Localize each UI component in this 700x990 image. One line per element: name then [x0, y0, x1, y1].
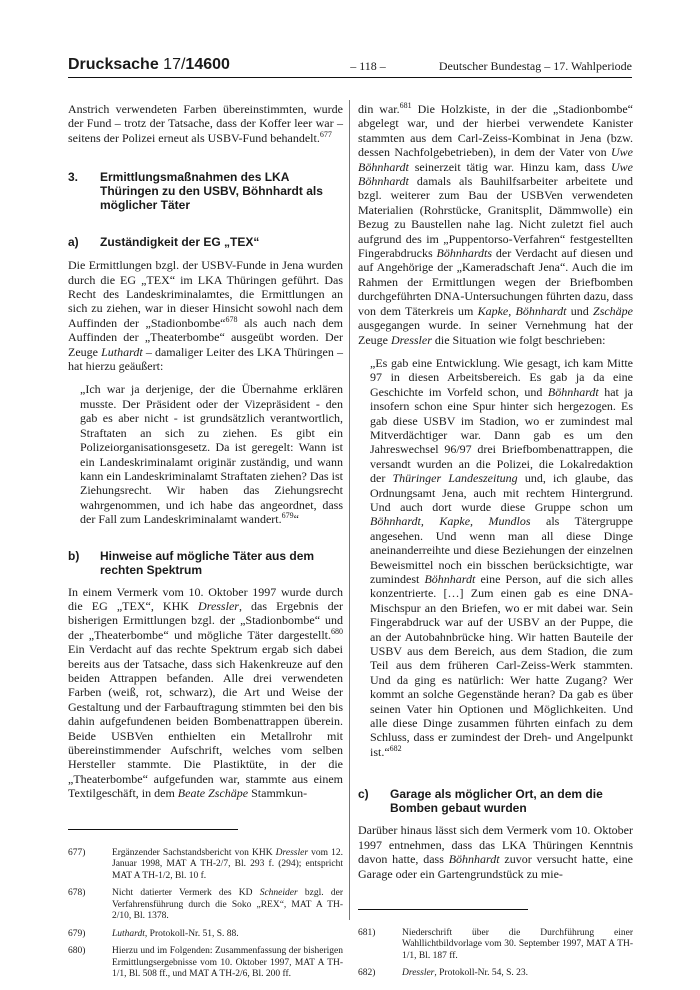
- text-run: und: [566, 303, 594, 318]
- footnote: [68, 946, 343, 981]
- footnote: [68, 929, 343, 941]
- footnote-number: 680): [68, 946, 86, 957]
- header-rule: [68, 77, 632, 78]
- subsection-title: Zuständigkeit der EG „TEX“: [100, 235, 260, 250]
- emphasis-text: Kapke, Böhnhardt: [477, 303, 567, 318]
- subsection-number: a): [68, 235, 79, 250]
- text-run: zuvor versucht hatte, eine Garage oder ein Gartengrundstück zu mie-: [358, 852, 634, 881]
- text-run: din war.: [358, 102, 400, 116]
- footnote: [358, 968, 633, 980]
- text-run: – damaliger Leiter des LKA Thüringen – hat hierzu geäußert:: [68, 344, 344, 374]
- subsection-title: Garage als möglicher Ort, an dem die Bomben gebaut wurden: [390, 787, 603, 816]
- emphasis-text: Dressler: [402, 968, 435, 979]
- paragraph: [68, 585, 343, 801]
- quotation: [68, 382, 343, 526]
- emphasis-text: Schneider: [259, 888, 298, 899]
- footnote: [68, 888, 343, 923]
- footnote-text: Niederschrift über die Durchführung einer Wahllichtbildvorlage vom 30. September 1997, MAT A TH-1/1, Bl. 187 ff.: [402, 927, 633, 961]
- text-run: Die Ermittlungen bzgl. der USBV-Funde in Jena wurden durch die EG „TEX“ im LKA Thüringen geführt. Das Recht des Landeskriminalamtes, die Ermittlungen an sich zu ziehen, war in dieser Hinsicht sowohl nach dem Auffinden der „Stadionbombe“: [68, 258, 343, 330]
- text-run: eine Person, auf die sich alles konzentrierte. […] Zum einen gab es eine DNA-Mischspur an den Briefen, wo er mit dabei war. Sein Fingerabdruck war auf der USBV an der Puppe, die an der Autobahnbrücke hing. Wir hatten Bauteile der USBV aus dem Bereich, aus dem Stadion, die zum Teil aus dem früheren Carl-Zeiss-Werk stammten. Und da ging es natürlich: Wer hatte Zugang? Wer kommt an solche Gegenstände heran? Da gab es über seinen Vater hin Optionen und Möglichkeiten. Und alle diese Dinge zusammen führten einfach zu dem Schluss, dass er zumindest der Dreh- und Angelpunkt ist.“: [370, 572, 633, 759]
- footnote-text: Luthardt, Protokoll-Nr. 51, S. 88.: [112, 928, 239, 939]
- subsection-number: b): [68, 548, 80, 563]
- text-run: die Situation wie folgt beschrieben:: [431, 332, 606, 347]
- emphasis-text: Luthardt: [112, 928, 145, 939]
- emphasis-text: Uwe Böhnhardt: [358, 159, 633, 189]
- right-column: [358, 102, 633, 980]
- text-run: damals als Bauhilfsarbeiter arbeitete und bzgl. weiterer zum Bau der USBVen verwendeten Materialien (Rohrstücke, Granitsplit, Dämmwolle) ein Bezug zu Baustellen nahe lag. Nicht zuletzt fiel auch aufgrund des im „Puppentorso-Verfahren“ festgestellten Fingerabdrucks: [358, 174, 633, 261]
- paragraph: [358, 823, 633, 881]
- footnote: [68, 848, 343, 883]
- footnote-text: Dressler, Protokoll-Nr. 54, S. 23.: [402, 968, 529, 979]
- emphasis-text: Dressler: [275, 847, 309, 858]
- footnotes-left: [68, 848, 343, 981]
- header-publisher: Deutscher Bundestag – 17. Wahlperiode: [438, 59, 632, 73]
- text-run: Stammkun-: [248, 786, 308, 801]
- footnote-number: 679): [68, 928, 86, 939]
- text-run: und, ich glaube, das Ordnungsamt Jena, auch mit rechtem Hintergrund. Und auch dort wurde diese Gruppe schon um: [370, 471, 633, 514]
- footnote-text: Nicht datierter Vermerk des KD Schneider bzgl. der Verfahrensführung durch die Soko „REX“, MAT A TH-2/10, Bl. 1378.: [112, 888, 343, 922]
- text-run: Anstrich verwendeten Farben übereinstimmten, wurde der Fund – trotz der Tatsache, dass der Koffer leer war – seitens der Polizei erneut als USBV-Fund behandelt.: [68, 102, 343, 145]
- subsection-heading-a: [68, 235, 343, 249]
- paragraph: [68, 258, 343, 373]
- text-run: der Verdacht auf diesen und auf Angehörige der „Kameradschaft Jena“. Auch die im Rahmen der Ermittlungen wegen der Briefbomben durchgeführten DNA-Untersuchungen führten dazu, dass von dem Täterkreis um: [358, 246, 633, 318]
- footnote-ref[interactable]: 682: [389, 743, 402, 753]
- document-number: [68, 56, 230, 74]
- emphasis-text: Böhnhardt: [547, 384, 599, 399]
- text-run: Die Holzkiste, in der die „Stadionbombe“ abgelegt war, und der hierbei verwendete Kanister stammten aus dem Carl-Zeiss-Kombinat in Jena (bzw. dessen Nachfolgebetrieben), in dem der Vater von: [358, 102, 633, 160]
- quotation: [358, 356, 633, 759]
- emphasis-text: Zschäpe: [593, 303, 634, 318]
- emphasis-text: Böhnhardt: [424, 572, 476, 586]
- doc-type-label: Drucksache: [68, 56, 159, 73]
- text-run: ausgegangen wurde. In seiner Vernehmung hat der Zeuge: [358, 318, 633, 347]
- page-header: [68, 56, 632, 76]
- column-separator: [349, 100, 350, 920]
- emphasis-text: Böhnhardts: [436, 246, 493, 261]
- footnote-number: 681): [358, 927, 376, 938]
- footnote: [358, 928, 633, 963]
- section-number: 3.: [68, 170, 79, 185]
- text-run: , das Ergebnis der bisherigen Ermittlungen bzgl. der „Stadionbombe“ und der „Theaterbombe“ und mögliche Täter dargestellt.: [68, 598, 343, 642]
- text-run: als Tätergruppe angesehen. Und wenn man all diese Dinge aneinanderreihte und diese Beziehungen der einzelnen Beweismittel noch ein bisschen berücksichtigte, war zumindest: [370, 514, 634, 586]
- text-run: Darüber hinaus lässt sich dem Vermerk vom 10. Oktober 1997 entnehmen, dass das LKA Thüringen Kenntnis davon hatte, dass: [358, 823, 633, 867]
- text-run: Ein Verdacht auf das rechte Spektrum ergab sich dabei bereits aus der Tatsache, dass sich Hakenkreuze auf den beiden Attrappen befanden. Alle drei verwendeten Farben (weiß, rot, schwarz), die Art und Weise der Gestaltung und der Farbauftragung stimmten bei den bis dahin aufgefundenen beiden Bombenattrappen überein. Beide USBVen enthielten ein Metallrohr mit übereinstimmender Aufschrift, welches vom selben Hersteller stammte. Die Plastiktüte, in der die „Theaterbombe“ aufgefunden war, stammte aus einem Textilgeschäft, in dem: [68, 642, 343, 801]
- text-run: „Es gab eine Entwicklung. Wie gesagt, ich kam Mitte 97 in diesen Arbeitsbereich. Es gab ja da eine Geschichte im Vorfeld schon, und: [370, 355, 633, 399]
- person-name: Luthardt: [101, 344, 143, 359]
- subsection-number: c): [358, 787, 369, 802]
- text-run: In einem Vermerk vom 10. Oktober 1997 wurde durch die EG „TEX“, KHK: [68, 584, 343, 613]
- footnote-rule: [358, 909, 528, 910]
- footnote-ref[interactable]: 677: [319, 129, 332, 139]
- emphasis-text: Böhnhardt: [448, 852, 500, 867]
- footnote-ref[interactable]: 681: [399, 101, 412, 110]
- footnote-text: Ergänzender Sachstandsbericht von KHK Dressler vom 12. Januar 1998, MAT A TH-2/7, Bl. 293 f. (294); entspricht MAT A TH-1/2, Bl. 10 f.: [112, 847, 343, 881]
- doc-number-prefix: 17/: [163, 56, 186, 73]
- footnotes-right: [358, 928, 633, 980]
- emphasis-text: Uwe Böhnhardt: [358, 145, 633, 174]
- left-column: [68, 102, 343, 981]
- footnote-ref[interactable]: 679: [281, 511, 294, 521]
- text-run: hat ja insofern schon eine Spur hinter sich hergezogen. Es gab diese USBV im Stadion, wo er zumindest mal Mitverdächtiger war. Dann gab es um den Jahreswechsel 96/97 drei Briefbombenattrappen, die versandt wurden an die Polizei, die Lokalredaktion der: [370, 384, 633, 486]
- footnote-text: Hierzu und im Folgenden: Zusammenfassung der bisherigen Ermittlungsergebnisse vom 10. Oktober 1997, MAT A TH-1/1, Bl. 508 ff., und MAT A TH-2/6, Bl. 200 ff.: [112, 946, 343, 980]
- subsection-heading-c: [358, 787, 633, 815]
- paragraph: [68, 102, 343, 145]
- doc-number-main: 14600: [185, 56, 230, 73]
- footnote-number: 682): [358, 968, 376, 979]
- footnote-rule: [68, 829, 238, 830]
- text-run: “: [293, 512, 299, 527]
- footnote-number: 677): [68, 847, 86, 858]
- footnote-ref[interactable]: 680: [331, 626, 343, 636]
- subsection-heading-b: [68, 549, 343, 577]
- emphasis-text: Dressler: [390, 332, 432, 347]
- footnote-number: 678): [68, 888, 86, 899]
- section-heading-3: [68, 170, 343, 212]
- emphasis-text: Thüringer Landeszeitung: [392, 471, 518, 486]
- text-run: seinerzeit tätig war. Hinzu kam, dass: [408, 159, 611, 174]
- emphasis-text: Beate Zschäpe: [177, 786, 249, 801]
- subsection-title: Hinweise auf mögliche Täter aus dem rechten Spektrum: [100, 548, 315, 577]
- text-run: „Ich war ja derjenige, der die Übernahme erklären musste. Der Präsident oder der Vizepräsident - den gab es aber nicht - ist grundsätzlich verantwortlich, Straftaten an sich zu ziehen. Es gibt ein Polizeiorganisationsgesetz. Da ist geregelt: Wann ist ein Landeskriminalamt originär zuständig, und wann kann ein Landeskriminalamt Straftaten ziehen? Das ist Ziehungsrecht. Wir haben das Ziehungsrecht wahrgenommen, und ich habe das angeordnet, dass der Fall zum Landeskriminalamt wandert.: [80, 382, 343, 527]
- paragraph: [358, 102, 633, 347]
- page-number: – 118 –: [350, 59, 386, 73]
- emphasis-text: Böhnhardt, Kapke, Mundlos: [370, 514, 531, 529]
- text-run: als auch nach dem Auffinden der „Theaterbombe“ ausgeübt worden. Der Zeuge: [68, 315, 344, 359]
- footnote-ref[interactable]: 678: [225, 314, 238, 324]
- emphasis-text: Dressler: [198, 598, 239, 613]
- section-title: Ermittlungsmaßnahmen des LKA Thüringen zu den USBV, Böhnhardt als möglicher Täter: [100, 170, 323, 213]
